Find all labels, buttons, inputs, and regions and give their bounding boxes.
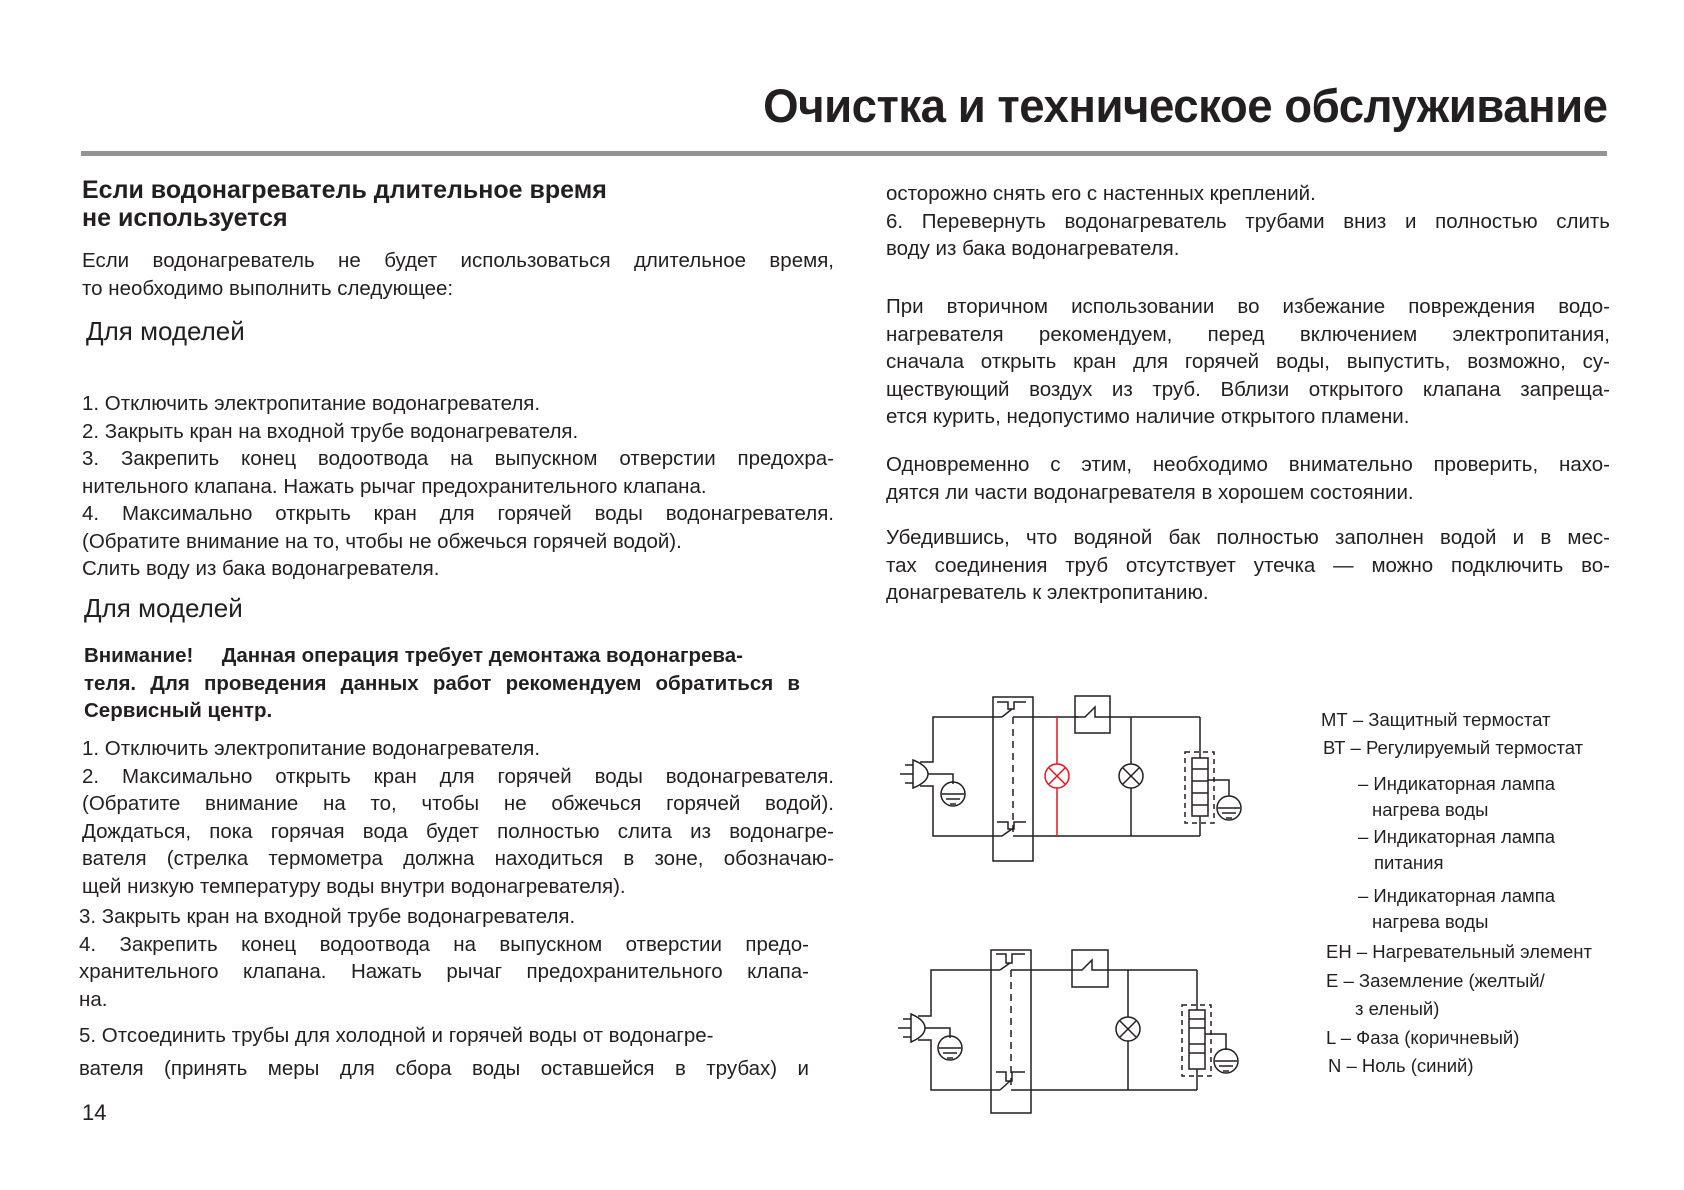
step-line: 3. Закрыть кран на входной трубе водонагревателя. xyxy=(79,905,576,928)
models-a-heading: Для моделей xyxy=(86,316,245,346)
step-line: 1. Отключить электропитание водонагревателя. xyxy=(82,737,541,760)
intro-paragraph xyxy=(82,247,834,302)
legend-item-l: L – Фаза (коричневый) xyxy=(1326,1027,1520,1048)
step-line: 4. Максимально открыть кран для горячей воды водонагревателя. xyxy=(82,502,834,525)
legend-item-e: Е – Заземление (желтый/ xyxy=(1326,970,1545,991)
warning-line: Сервисный центр. xyxy=(84,699,273,722)
step-line: 3. Закрепить конец водоотвода на выпускном отверстии предохра- xyxy=(82,447,834,470)
legend-item-heating-lamp-2: – Индикаторная лампа xyxy=(1358,885,1556,906)
text-line: ществующий воздух из труб. Вблизи открытого клапана запреща- xyxy=(886,377,1610,401)
step-line: вателя (стрелка термометра должна находиться в зоне, обозначаю- xyxy=(82,847,834,870)
legend-item-heating-lamp: – Индикаторная лампа xyxy=(1358,773,1556,794)
legend-item-eh: ЕН – Нагревательный элемент xyxy=(1326,941,1592,962)
reuse-paragraph xyxy=(886,293,1610,431)
adjustable-thermostat-box xyxy=(1075,696,1110,733)
text-line: 6. Перевернуть водонагреватель трубами вниз и полностью слить xyxy=(886,209,1610,233)
step-line: 2. Закрыть кран на входной трубе водонагревателя. xyxy=(82,419,579,443)
wiring-diagram-with-heating-lamp xyxy=(890,680,1270,880)
warning-line: теля. Для проведения данных работ рекомендуем обратиться в xyxy=(84,671,800,695)
step-line: 5. Отсоединить трубы для холодной и горячей воды от водонагре- xyxy=(79,1024,714,1047)
section-heading-line: не используется xyxy=(82,204,288,232)
step-line: 4. Закрепить конец водоотвода на выпускном отверстии предо- xyxy=(79,932,809,956)
plug-icon xyxy=(898,1014,925,1042)
ground-icon xyxy=(1217,796,1241,820)
step-line: хранительного клапана. Нажать рычаг предохранительного клапа- xyxy=(79,960,809,983)
text-line: тах соединения труб отсутствует утечка — можно подключить во- xyxy=(886,553,1610,577)
models-b-heading: Для моделей xyxy=(84,593,243,623)
legend-item-heating-lamp-cont: нагрева воды xyxy=(1372,799,1489,820)
adjustable-thermostat-box xyxy=(1072,950,1108,987)
legend-item-n: N – Ноль (синий) xyxy=(1328,1055,1474,1076)
ground-icon xyxy=(941,782,965,806)
text-line: нагревателя рекомендуем, перед включением электропитания, xyxy=(886,322,1610,346)
ground-icon xyxy=(1214,1049,1238,1073)
page-number: 14 xyxy=(82,1100,107,1125)
models-a-steps xyxy=(82,390,834,583)
page-title: Очистка и техническое обслуживание xyxy=(763,79,1608,132)
models-b-steps-2 xyxy=(79,903,809,1013)
step-line: Дождаться, пока горячая вода будет полностью слита из водонагре- xyxy=(82,819,834,843)
header-divider xyxy=(81,151,1607,156)
text-line: дятся ли части водонагревателя в хорошем состоянии. xyxy=(886,480,1414,504)
heating-element-icon xyxy=(1192,758,1208,816)
text-line: сначала открыть кран для горячей воды, выпустить, возможно, су- xyxy=(886,350,1610,373)
step-line: 2. Максимально открыть кран для горячей воды водонагревателя. xyxy=(82,764,834,788)
step-line: (Обратите внимание на то, чтобы не обжечься горячей водой). xyxy=(82,792,834,815)
legend-item-e-cont: з еленый) xyxy=(1355,998,1440,1019)
ground-icon xyxy=(938,1036,962,1060)
wiring-diagram-basic xyxy=(890,930,1270,1130)
text-line: Одновременно с этим, необходимо внимательно проверить, нахо- xyxy=(886,453,1610,476)
text-line: донагреватель к электропитанию. xyxy=(886,581,1209,604)
heating-indicator-lamp-icon xyxy=(1045,717,1069,836)
section-heading xyxy=(82,176,607,232)
legend-item-mt: МТ – Защитный термостат xyxy=(1321,709,1551,730)
text-line: воду из бака водонагревателя. xyxy=(886,237,1180,260)
step-line: вателя (принять меры для сбора воды оставшейся в трубах) и xyxy=(79,1057,809,1080)
text-line: ется курить, недопустимо наличие открытого пламени. xyxy=(886,405,1410,428)
power-indicator-lamp-icon xyxy=(1119,764,1143,788)
continuation-paragraph xyxy=(886,180,1610,263)
section-heading-line: Если водонагреватель длительное время xyxy=(82,176,607,204)
legend-item-power-lamp-cont: питания xyxy=(1374,852,1444,873)
text-line: При вторичном использовании во избежание повреждения водо- xyxy=(886,295,1610,318)
heating-element-icon xyxy=(1189,1010,1205,1069)
warning-note xyxy=(84,642,800,725)
step-line: щей низкую температуру воды внутри водонагревателя). xyxy=(82,874,626,898)
legend-item-bt: ВТ – Регулируемый термостат xyxy=(1323,737,1584,758)
power-indicator-lamp-icon xyxy=(1116,1017,1140,1041)
text-line: Если водонагреватель не будет использоваться длительное время, xyxy=(82,249,834,272)
legend-item-heating-lamp-2-cont: нагрева воды xyxy=(1372,911,1489,932)
legend-item-power-lamp: – Индикаторная лампа xyxy=(1358,826,1556,847)
step-line: нительного клапана. Нажать рычаг предохранительного клапана. xyxy=(82,474,707,498)
step-line: (Обратите внимание на то, чтобы не обжечься горячей водой). xyxy=(82,529,682,553)
plug-icon xyxy=(900,760,928,788)
step-line: на. xyxy=(79,987,108,1011)
text-line: Убедившись, что водяной бак полностью заполнен водой и в мес- xyxy=(886,526,1610,549)
text-line: осторожно снять его с настенных креплений. xyxy=(886,182,1316,205)
connect-paragraph xyxy=(886,524,1610,607)
text-line: то необходимо выполнить следующее: xyxy=(82,276,454,300)
step-line: Слить воду из бака водонагревателя. xyxy=(82,557,440,580)
step-line: 1. Отключить электропитание водонагревателя. xyxy=(82,392,541,415)
check-paragraph xyxy=(886,451,1610,506)
warning-line: Внимание! Данная операция требует демонтажа водонагрева- xyxy=(84,644,743,667)
models-b-steps-3 xyxy=(79,1019,809,1085)
models-b-steps-1 xyxy=(82,735,834,900)
